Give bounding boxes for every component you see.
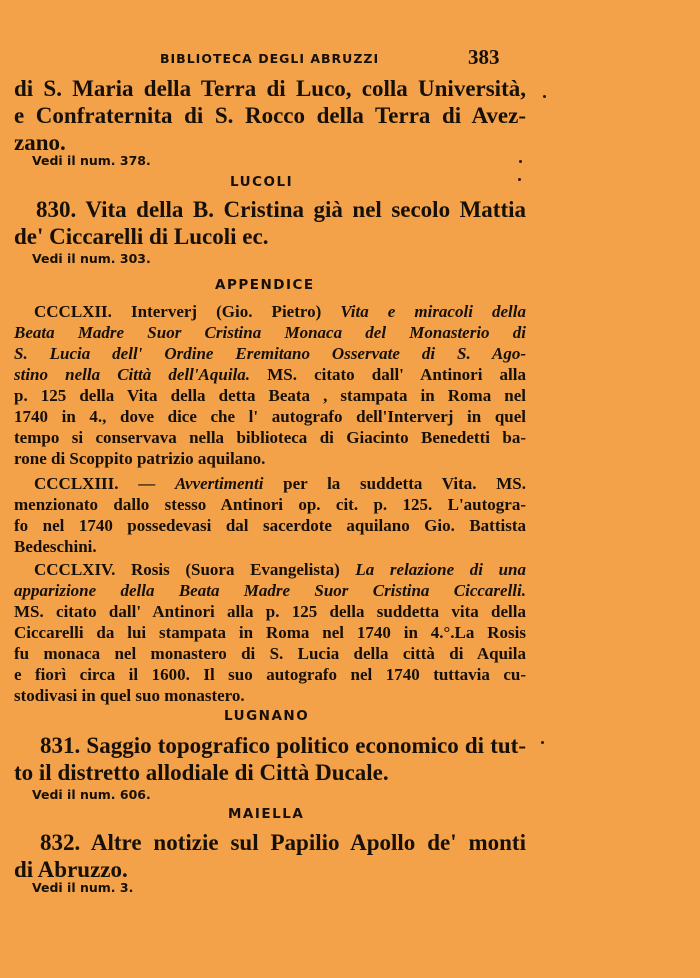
entry-ccclxii-line-4 <box>14 365 526 385</box>
entry-ccclxiii-title: Avvertimenti <box>174 474 264 493</box>
entry-831-line-2: to il distretto allodiale di Città Ducale. <box>14 760 389 785</box>
entry-ccclxiv-title-start: La relazione di una <box>355 560 526 579</box>
entry-ccclxiii-line-2: menzionato dallo stesso Antinori op. cit. p. 125. L'autogra- <box>14 495 526 514</box>
entry-830-line-2: de' Ciccarelli di Lucoli ec. <box>14 224 269 249</box>
entry-831-line-1: 831. Saggio topografico politico economico di tut- <box>40 733 526 758</box>
entry-ccclxiii-line-1 <box>34 474 526 494</box>
entry-ccclxiv-line-6: e fiorì circa il 1600. Il suo autografo nel 1740 tuttavia cu- <box>14 665 526 684</box>
entry-ccclxii-line-5: p. 125 della Vita della detta Beata , stampata in Roma nel <box>14 386 526 405</box>
entry-ccclxii-line-8: rone di Scoppito patrizio aquilano. <box>14 449 266 468</box>
entry-ccclxii-author: CCCLXII. Interverj (Gio. Pietro) <box>34 302 341 321</box>
running-header <box>0 45 700 71</box>
entry-ccclxiv-line-2 <box>14 581 526 601</box>
entry-ccclxii-line-1 <box>34 302 526 322</box>
entry-ccclxii-line-3 <box>14 344 526 364</box>
entry-830-cross-reference: Vedi il num. 303. <box>32 251 151 266</box>
ink-speck <box>541 741 544 744</box>
entry-ccclxiv-line-3: MS. citato dall' Antinori alla p. 125 della suddetta vita della <box>14 602 526 621</box>
ink-speck <box>518 178 521 181</box>
entry-830-line-1: 830. Vita della B. Cristina già nel secolo Mattia <box>36 197 526 222</box>
entry-ccclxiii-note-start: per la suddetta Vita. MS. <box>263 474 526 493</box>
running-title: BIBLIOTECA DEGLI ABRUZZI <box>160 51 380 66</box>
ink-speck <box>543 95 546 98</box>
ink-speck <box>519 160 522 163</box>
section-heading-lugnano: LUGNANO <box>224 708 310 724</box>
section-heading-maiella: MAIELLA <box>228 806 305 822</box>
entry-ccclxii-line-6: 1740 in 4., dove dice che l' autografo dell'Interverj in quel <box>14 407 526 426</box>
entry-ccclxii-title-start: Vita e miracoli della <box>340 302 526 321</box>
entry-ccclxiv-line-5: fu monaca nel monastero di S. Lucia della città di Aquila <box>14 644 526 663</box>
entry-ccclxiv-author: CCCLXIV. Rosis (Suora Evangelista) <box>34 560 356 579</box>
intro-line-2: e Confraternita di S. Rocco della Terra di Avez- <box>14 103 526 128</box>
entry-ccclxiii-number: CCCLXIII. — <box>34 474 175 493</box>
entry-ccclxiii-line-3: fo nel 1740 possedevasi dal sacerdote aquilano Gio. Battista <box>14 516 526 535</box>
entry-831-cross-reference: Vedi il num. 606. <box>32 787 151 802</box>
section-heading-appendice: APPENDICE <box>215 277 315 293</box>
entry-832-cross-reference: Vedi il num. 3. <box>32 880 134 895</box>
entry-ccclxii-line-7: tempo si conservava nella biblioteca di Giacinto Benedetti ba- <box>14 428 526 447</box>
intro-line-1: di S. Maria della Terra di Luco, colla Università, <box>14 76 526 101</box>
entry-832-line-1: 832. Altre notizie sul Papilio Apollo de' monti <box>40 830 526 855</box>
section-heading-lucoli: LUCOLI <box>230 174 294 190</box>
entry-ccclxiii-line-4: Bedeschini. <box>14 537 97 556</box>
entry-ccclxiv-line-1 <box>34 560 526 580</box>
entry-ccclxiv-line-4: Ciccarelli da lui stampata in Roma nel 1740 in 4.°.La Rosis <box>14 623 526 642</box>
intro-line-3: zano. <box>14 130 66 155</box>
entry-ccclxii-title-3: S. Lucia dell' Ordine Eremitano Osservate di S. Ago- <box>14 344 526 363</box>
page-number: 383 <box>468 45 500 69</box>
intro-cross-reference: Vedi il num. 378. <box>32 153 151 168</box>
entry-832-line-2: di Abruzzo. <box>14 857 128 882</box>
entry-ccclxii-note-start: MS. citato dall' Antinori alla <box>250 365 526 384</box>
entry-ccclxii-title-end: stino nella Città dell'Aquila. <box>14 365 251 384</box>
entry-ccclxiv-title-end: apparizione della Beata Madre Suor Cristina Ciccarelli. <box>14 581 526 600</box>
entry-ccclxii-title-2: Beata Madre Suor Cristina Monaca del Monasterio di <box>14 323 526 342</box>
entry-ccclxiv-line-7: stodivasi in quel suo monastero. <box>14 686 245 705</box>
entry-ccclxii-line-2 <box>14 323 526 343</box>
